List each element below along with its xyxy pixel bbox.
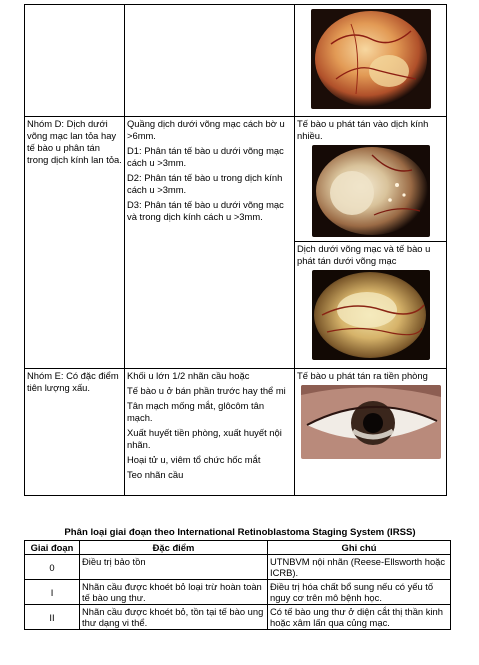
- group-d-image-cell-1: [295, 117, 447, 242]
- image-caption: Dịch dưới võng mạc và tế bào u phát tán dưới võng mạc: [297, 243, 431, 266]
- group-d-image-cell-2: [295, 242, 447, 369]
- column-header-note: Ghi chú: [268, 541, 451, 555]
- group-c-features-cell: [125, 5, 295, 117]
- group-e-image-cell: [295, 369, 447, 496]
- group-d-label: Nhóm D: Dịch dưới võng mạc lan tỏa hay tế bào u phân tán trong dịch kính lan tỏa.: [25, 117, 125, 369]
- feature-cell: Nhãn cầu được khoét bỏ, tồn tại tế bào ung thư dạng vi thể.: [80, 605, 268, 630]
- feature-text: D1: Phân tán tế bào u dưới võng mạc cách u >3mm.: [127, 145, 284, 168]
- image-caption: Tế bào u phát tán ra tiền phòng: [297, 370, 428, 381]
- irss-header-row: [25, 541, 451, 555]
- note-cell: UTNBVM nội nhãn (Reese-Ellsworth hoặc ICRB).: [268, 555, 451, 580]
- fundus-photo-subretinal-seeding: [312, 270, 430, 360]
- group-e-label: Nhóm E: Có đặc điểm tiên lượng xấu.: [25, 369, 125, 496]
- irss-staging-table: [24, 540, 451, 630]
- table-row: [25, 555, 451, 580]
- feature-text: D2: Phân tán tế bào u trong dịch kính cách u >3mm.: [127, 172, 283, 195]
- table-row: [25, 605, 451, 630]
- table-row-group-c: [25, 5, 447, 117]
- feature-text: Khối u lớn 1/2 nhãn cầu hoặc: [127, 370, 250, 381]
- table-row-group-e: [25, 369, 447, 496]
- fundus-photo-group-c: [311, 9, 431, 109]
- feature-cell: Nhãn cầu được khoét bỏ loại trừ hoàn toàn tế bào ung thư.: [80, 580, 268, 605]
- image-caption: Tế bào u phát tán vào dịch kính nhiều.: [297, 118, 429, 141]
- note-cell: Có tế bào ung thư ở diện cắt thị thần kinh hoặc xâm lấn qua củng mạc.: [268, 605, 451, 630]
- group-e-features: [125, 369, 295, 496]
- table-row: [25, 580, 451, 605]
- stage-cell: I: [25, 580, 80, 605]
- stage-cell: II: [25, 605, 80, 630]
- feature-text: Xuất huyết tiền phòng, xuất huyết nội nhãn.: [127, 427, 282, 450]
- feature-text: Teo nhãn cầu: [127, 469, 184, 480]
- column-header-feature: Đặc điểm: [80, 541, 268, 555]
- note-cell: Điều trị hóa chất bổ sung nếu có yếu tố nguy cơ trên mô bệnh học.: [268, 580, 451, 605]
- feature-cell: Điều trị bảo tồn: [80, 555, 268, 580]
- group-d-features: [125, 117, 295, 369]
- feature-text: Hoại tử u, viêm tổ chức hốc mắt: [127, 454, 261, 465]
- column-header-stage: Giai đoạn: [25, 541, 80, 555]
- feature-text: Quầng dịch dưới võng mạc cách bờ u >6mm.: [127, 118, 285, 141]
- irss-table-title: Phân loại giai đoạn theo International Retinoblastoma Staging System (IRSS): [64, 527, 416, 538]
- table-row-group-d: [25, 117, 447, 242]
- group-c-cell: [25, 5, 125, 117]
- stage-cell: 0: [25, 555, 80, 580]
- feature-text: D3: Phân tán tế bào u dưới võng mạc và trong dịch kính cách u >3mm.: [127, 199, 284, 222]
- feature-text: Tân mạch mống mắt, glôcôm tân mạch.: [127, 400, 265, 423]
- retinoblastoma-group-table: [24, 4, 447, 496]
- fundus-photo-vitreous-seeding: [312, 145, 430, 237]
- group-c-image-cell: [295, 5, 447, 117]
- eye-photo-anterior-chamber: [301, 385, 441, 459]
- feature-text: Tế bào u ở bán phần trước hay thể mi: [127, 385, 286, 396]
